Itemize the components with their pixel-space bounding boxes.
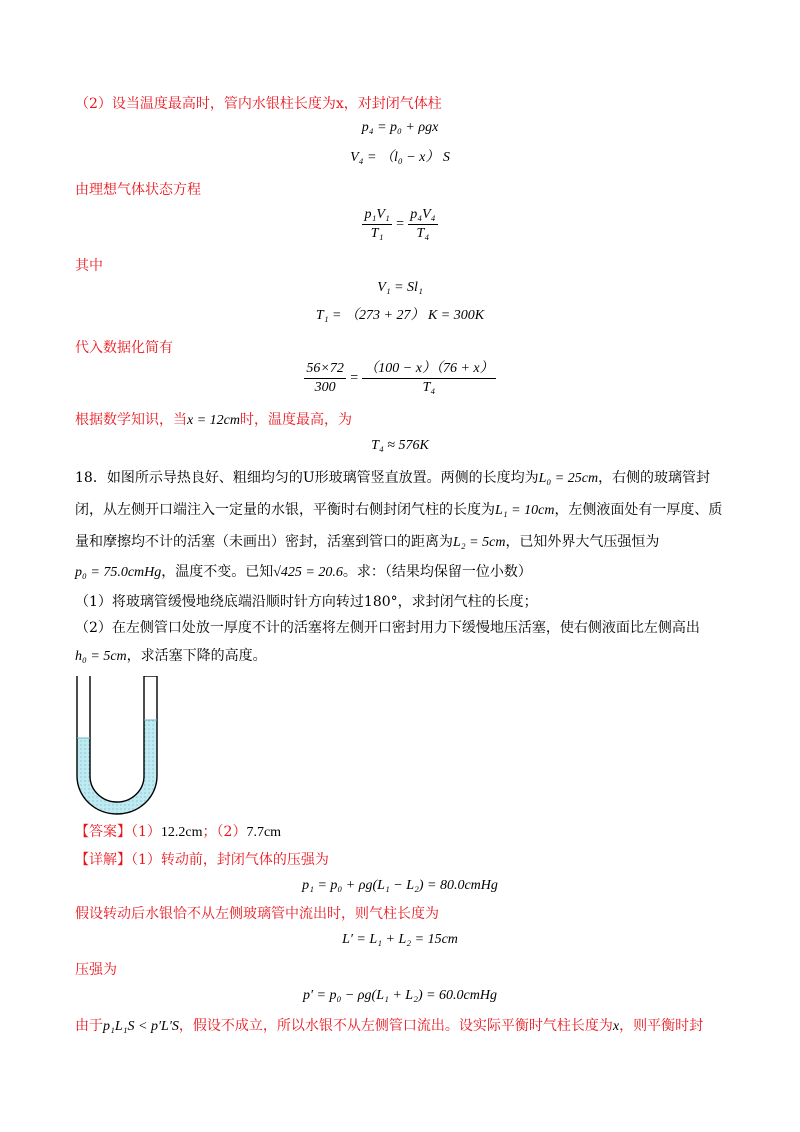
- value-L1: L₁ = 10cm: [495, 503, 555, 518]
- sub-right-numerator: （100 − x）（76 + x）: [362, 360, 495, 379]
- math-conclusion: [75, 410, 352, 431]
- ratio-left-denominator: T₁: [370, 226, 384, 241]
- ratio-right-denominator: T₄: [416, 226, 430, 241]
- problem-text: ，右侧的玻璃管封: [598, 470, 711, 486]
- equation-v4: V₄ = （l₀ − x） S: [350, 150, 450, 165]
- math-label-b: 时，温度最高，为: [240, 412, 352, 428]
- value-p0: p₀ = 75.0cmHg: [75, 565, 162, 580]
- detail-line3: 压强为: [75, 962, 117, 978]
- equation-L-prime: L′ = L₁ + L₂ = 15cm: [342, 932, 458, 947]
- ratio-left-numerator: p₁V₁: [362, 206, 391, 225]
- where-label: 其中: [75, 258, 103, 274]
- problem-text: ，已知外界大气压强恒为: [505, 534, 660, 550]
- value-L2: L₂ = 5cm: [453, 535, 506, 550]
- problem-18-line1: [75, 468, 710, 489]
- state-equation-label: 由理想气体状态方程: [75, 182, 201, 198]
- value-L0: L₀ = 25cm: [538, 471, 599, 486]
- value-sqrt: √425 = 20.6: [273, 565, 343, 580]
- equation-t1: T₁ = （273 + 27） K = 300K: [315, 308, 485, 323]
- equation-t4: T₄ ≈ 576K: [371, 438, 429, 453]
- problem-18-line4: [75, 562, 532, 583]
- answer-part1: （1）: [131, 824, 161, 840]
- problem-18-line2: [75, 500, 722, 521]
- mercury-fill: [77, 720, 157, 814]
- sub-right-denominator: T₄: [422, 380, 436, 395]
- answer-line: [75, 822, 281, 843]
- value-h0: h₀ = 5cm: [75, 649, 127, 664]
- equation-v1: V₁ = Sl₁: [377, 280, 423, 295]
- problem-text: 量和摩擦均不计的活塞（未画出）密封，活塞到管口的距离为: [75, 534, 453, 550]
- problem-text: ，温度不变。已知: [161, 564, 274, 580]
- detail-text: （1）转动前，封闭气体的压强为: [131, 852, 329, 868]
- detail-label: 【详解】: [75, 852, 131, 868]
- equation-substituted: $\frac{56\times 72}{300}$ = $\frac{(100 - x)(76 + x)}{\text{T₄}}$: [306, 361, 494, 395]
- variable-x: x: [612, 1019, 620, 1034]
- equation-p1: p₁ = p₀ + ρg(L₁ − L₂) = 80.0cmHg: [302, 878, 498, 893]
- question-1: （1）将玻璃管缓慢地绕底端沿顺时针方向转过180°，求封闭气柱的长度；: [75, 594, 538, 610]
- answer-separator: ；（2）: [202, 824, 247, 840]
- inequality: p₁L₁S < p′L′S: [103, 1019, 179, 1034]
- problem-text: ，左侧液面处有一厚度、质: [554, 502, 723, 518]
- problem-text: ，求活塞下降的高度。: [126, 648, 267, 664]
- problem-text: 。求：（结果均保留一位小数）: [342, 564, 532, 580]
- detail-line4: [75, 1016, 703, 1037]
- sub-left-denominator: 300: [314, 380, 336, 395]
- part2-intro: （2）设当温度最高时，管内水银柱长度为x，对封闭气体柱: [75, 96, 442, 112]
- detail-line2: 假设转动后水银恰不从左侧玻璃管中流出时，则气柱长度为: [75, 906, 439, 922]
- math-value: x = 12cm: [187, 413, 240, 428]
- question-2-cont: [75, 646, 267, 667]
- problem-text: 闭，从左侧开口端注入一定量的水银，平衡时右侧封闭气柱的长度为: [75, 502, 495, 518]
- answer-value-2: 7.7cm: [246, 825, 282, 840]
- equation-p-prime: p′ = p₀ − ρg(L₁ + L₂) = 60.0cmHg: [302, 988, 497, 1003]
- equation-p4: p₄ = p₀ + ρgx: [361, 120, 439, 135]
- answer-label: 【答案】: [75, 824, 131, 840]
- substitute-label: 代入数据化简有: [75, 340, 173, 356]
- answer-value-1: 12.2cm: [160, 825, 203, 840]
- detail-text: ，则平衡时封: [619, 1018, 704, 1034]
- tube-inner-wall: [90, 676, 144, 802]
- detail-text: 由于: [75, 1018, 103, 1034]
- detail-text: ，假设不成立，所以水银不从左侧管口流出。设实际平衡时气柱长度为: [178, 1018, 613, 1034]
- ratio-right-numerator: p₄V₄: [408, 206, 437, 225]
- problem-text: 18．如图所示导热良好、粗细均匀的U形玻璃管竖直放置。两侧的长度均为: [75, 470, 539, 486]
- problem-18-line3: [75, 532, 659, 553]
- detail-line1: [75, 850, 329, 870]
- math-label-a: 根据数学知识，当: [75, 412, 187, 428]
- equation-state-ratio: $\frac{\text{p₁V₁}}{\text{T₁}}$ = $\frac{\text{p₄V₄}}{\text{T₄}}$: [364, 207, 436, 241]
- u-tube-figure: [72, 676, 162, 816]
- question-2: （2）在左侧管口处放一厚度不计的活塞将左侧开口密封用力下缓慢地压活塞，使右侧液面比左侧高出: [75, 620, 700, 636]
- sub-left-numerator: 56×72: [304, 360, 345, 379]
